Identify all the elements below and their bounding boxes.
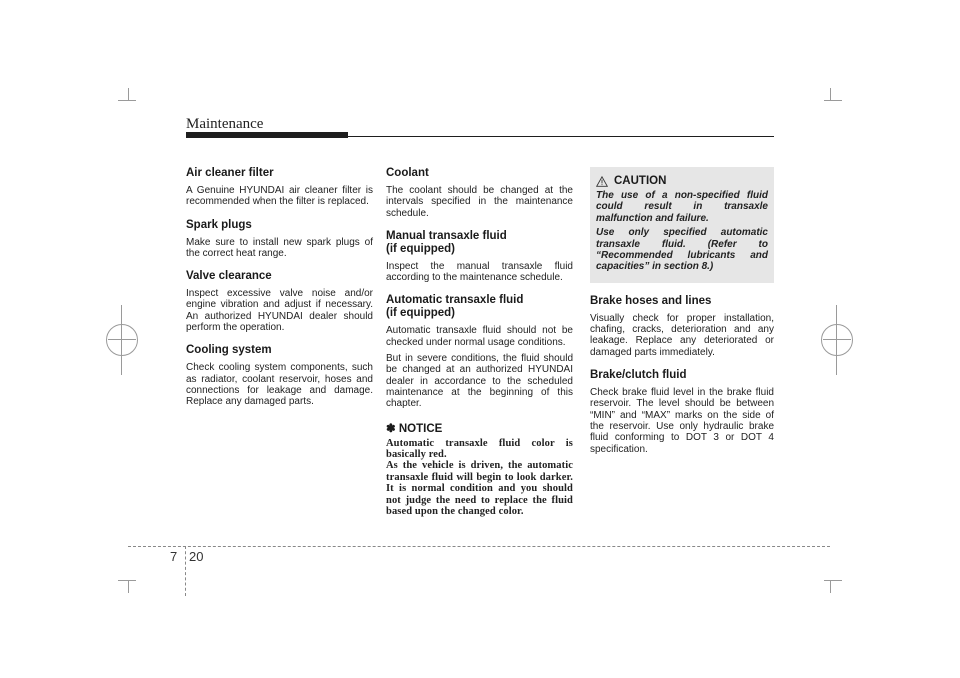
section-heading [386,294,573,320]
crop-mark [128,88,129,101]
section-body: A Genuine HYUNDAI air cleaner filter is recommended when the filter is replaced. [186,185,373,208]
section-body: Check brake fluid level in the brake fluid reservoir. The level should be between “MIN” and “MAX” marks on the side of the reservoir. Use only hydraulic brake fluid conforming to DOT 3 or DOT 4 specification. [590,387,774,455]
section-body: Make sure to install new spark plugs of the correct heat range. [186,236,373,259]
crop-mark [128,580,129,593]
header-accent-bar [186,132,348,138]
section-heading: Coolant [386,167,429,179]
section-heading: Brake/clutch fluid [590,369,687,382]
caution-box [590,167,774,283]
notice-title: NOTICE [398,422,443,435]
caution-text: The use of a non-specified fluid could result in transaxle malfunction and failure. [596,190,768,224]
registration-circle-right [821,324,853,356]
notice-text: As the vehicle is driven, the automatic transaxle fluid will begin to look darker. It is normal condition and you should not judge the need to replace the fluid based upon the changed color. [386,460,573,517]
section-automatic-transaxle [386,294,573,409]
footer-divider [185,546,186,596]
notice-heading [386,421,573,435]
heading-line: Manual transaxle fluid [386,229,507,242]
section-body: Inspect the manual transaxle fluid according to the maintenance schedule. [386,260,573,284]
column-right [590,167,774,466]
section-heading: Spark plugs [186,218,252,231]
section-body: But in severe conditions, the fluid should be changed at an authorized HYUNDAI dealer in accordance to the scheduled maintenance at the beginning of this chapter. [386,353,573,410]
crop-mark [118,580,136,581]
section-heading: Air cleaner filter [186,167,274,179]
heading-line: Automatic transaxle fluid [386,294,524,307]
caution-title: CAUTION [614,175,667,187]
section-heading: Brake hoses and lines [590,294,712,307]
heading-line: (if equipped) [386,242,455,255]
section-body: Check cooling system components, such as radiator, coolant reservoir, hoses and connections for leakage and damage. Replace any damaged parts. [186,362,373,408]
section-body: Inspect excessive valve noise and/or engine vibration and adjust if necessary. An authorized HYUNDAI dealer should perform the operation. [186,288,373,334]
section-body: Visually check for proper installation, chafing, cracks, deterioration and any leakage. Replace any deteriorated or damaged parts immediately. [590,312,774,358]
footer-rule [128,546,830,547]
page-number: 20 [189,549,204,564]
crop-mark [830,580,831,593]
section-air-cleaner [186,167,373,208]
caution-text: Use only specified automatic transaxle fluid. (Refer to “Recommended lubricants and capacities” in section 8.) [596,227,768,273]
section-brake-hoses [590,295,774,358]
warning-triangle-icon [596,176,608,187]
section-manual-transaxle [386,230,573,284]
section-cooling-system [186,344,373,407]
crop-mark [830,88,831,101]
notice-box [386,421,573,518]
section-body: Automatic transaxle fluid should not be checked under normal usage conditions. [386,325,573,348]
caution-header [596,175,768,187]
heading-line: (if equipped) [386,307,455,320]
section-coolant [386,167,573,219]
crop-mark [824,100,842,101]
section-brake-fluid [590,369,774,455]
section-spark-plugs [186,219,373,260]
section-heading: Valve clearance [186,270,272,283]
crop-mark [824,580,842,581]
column-left [186,167,373,419]
column-middle [386,167,573,517]
notice-icon: ✽ [386,422,396,435]
registration-circle-left [106,324,138,356]
page-header-title: Maintenance [186,116,264,132]
notice-text: Automatic transaxle fluid color is basically red. [386,437,573,460]
section-heading: Cooling system [186,344,272,357]
chapter-number: 7 [170,549,178,564]
section-body: The coolant should be changed at the intervals specified in the maintenance schedule. [386,185,573,219]
section-heading [386,230,573,256]
section-valve-clearance [186,270,373,333]
crop-mark [118,100,136,101]
header-rule [186,136,774,137]
